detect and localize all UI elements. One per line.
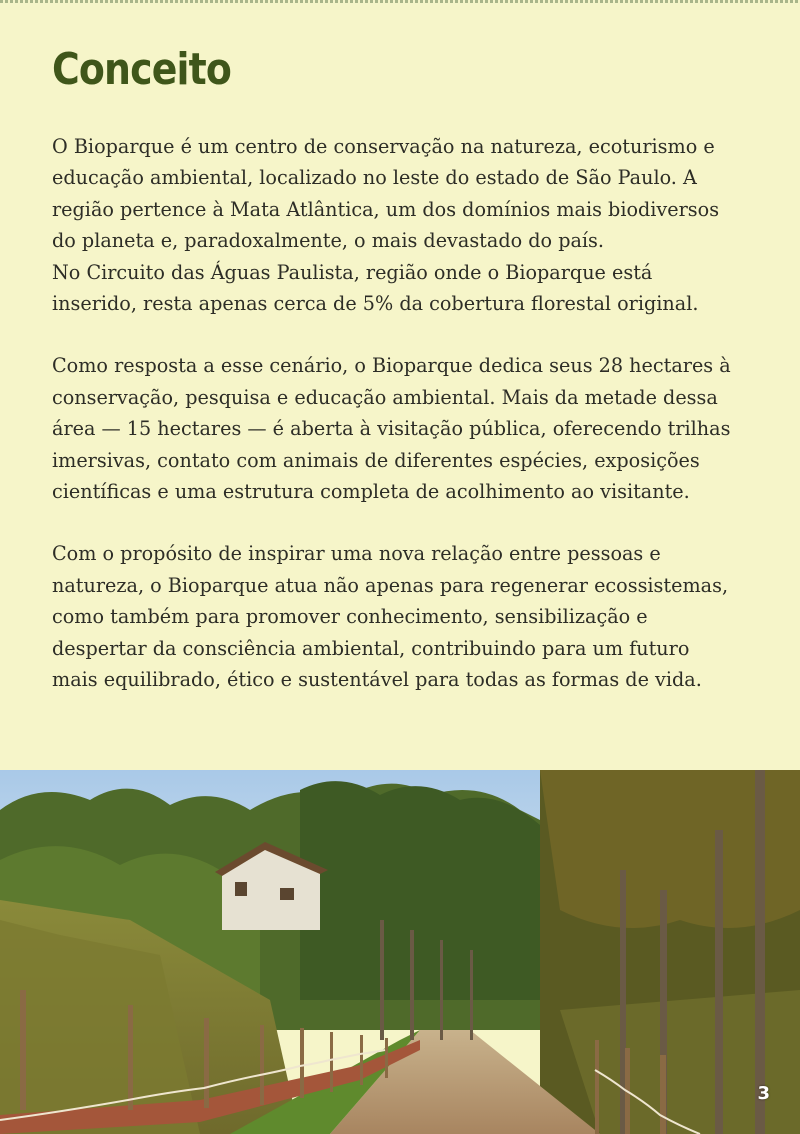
text-line: No Circuito das Águas Paulista, região onde o Bioparque está	[52, 260, 653, 284]
text-line: conservação, pesquisa e educação ambiental. Mais da metade dessa	[52, 385, 718, 409]
top-dotted-rule	[0, 0, 800, 3]
body-text	[52, 131, 772, 727]
text-line: área — 15 hectares — é aberta à visitação pública, oferecendo trilhas	[52, 417, 731, 441]
text-line: natureza, o Bioparque atua não apenas para regenerar ecossistemas,	[52, 573, 729, 597]
text-line: imersivas, contato com animais de diferentes espécies, exposições	[52, 448, 700, 472]
text-line: como também para promover conhecimento, sensibilização e	[52, 605, 648, 629]
page-title: Conceito	[52, 44, 231, 95]
text-line: científicas e uma estrutura completa de acolhimento ao visitante.	[52, 480, 690, 504]
text-line: Como resposta a esse cenário, o Bioparque dedica seus 28 hectares à	[52, 354, 731, 378]
text-line: do planeta e, paradoxalmente, o mais devastado do país.	[52, 229, 604, 253]
text-line: Com o propósito de inspirar uma nova relação entre pessoas e	[52, 542, 661, 566]
paragraph-2	[52, 350, 772, 507]
paragraph-1	[52, 131, 772, 319]
text-line: despertar da consciência ambiental, contribuindo para um futuro	[52, 636, 690, 660]
text-line: mais equilibrado, ético e sustentável para todas as formas de vida.	[52, 668, 702, 692]
text-line: inserido, resta apenas cerca de 5% da cobertura florestal original.	[52, 292, 699, 316]
text-line: região pertence à Mata Atlântica, um dos domínios mais biodiversos	[52, 197, 720, 221]
page-number: 3	[757, 1083, 770, 1104]
text-line: O Bioparque é um centro de conservação na natureza, ecoturismo e	[52, 135, 715, 158]
text-line: educação ambiental, localizado no leste do estado de São Paulo. A	[52, 166, 697, 190]
paragraph-3	[52, 538, 772, 695]
forest-path-photo	[0, 770, 800, 1134]
